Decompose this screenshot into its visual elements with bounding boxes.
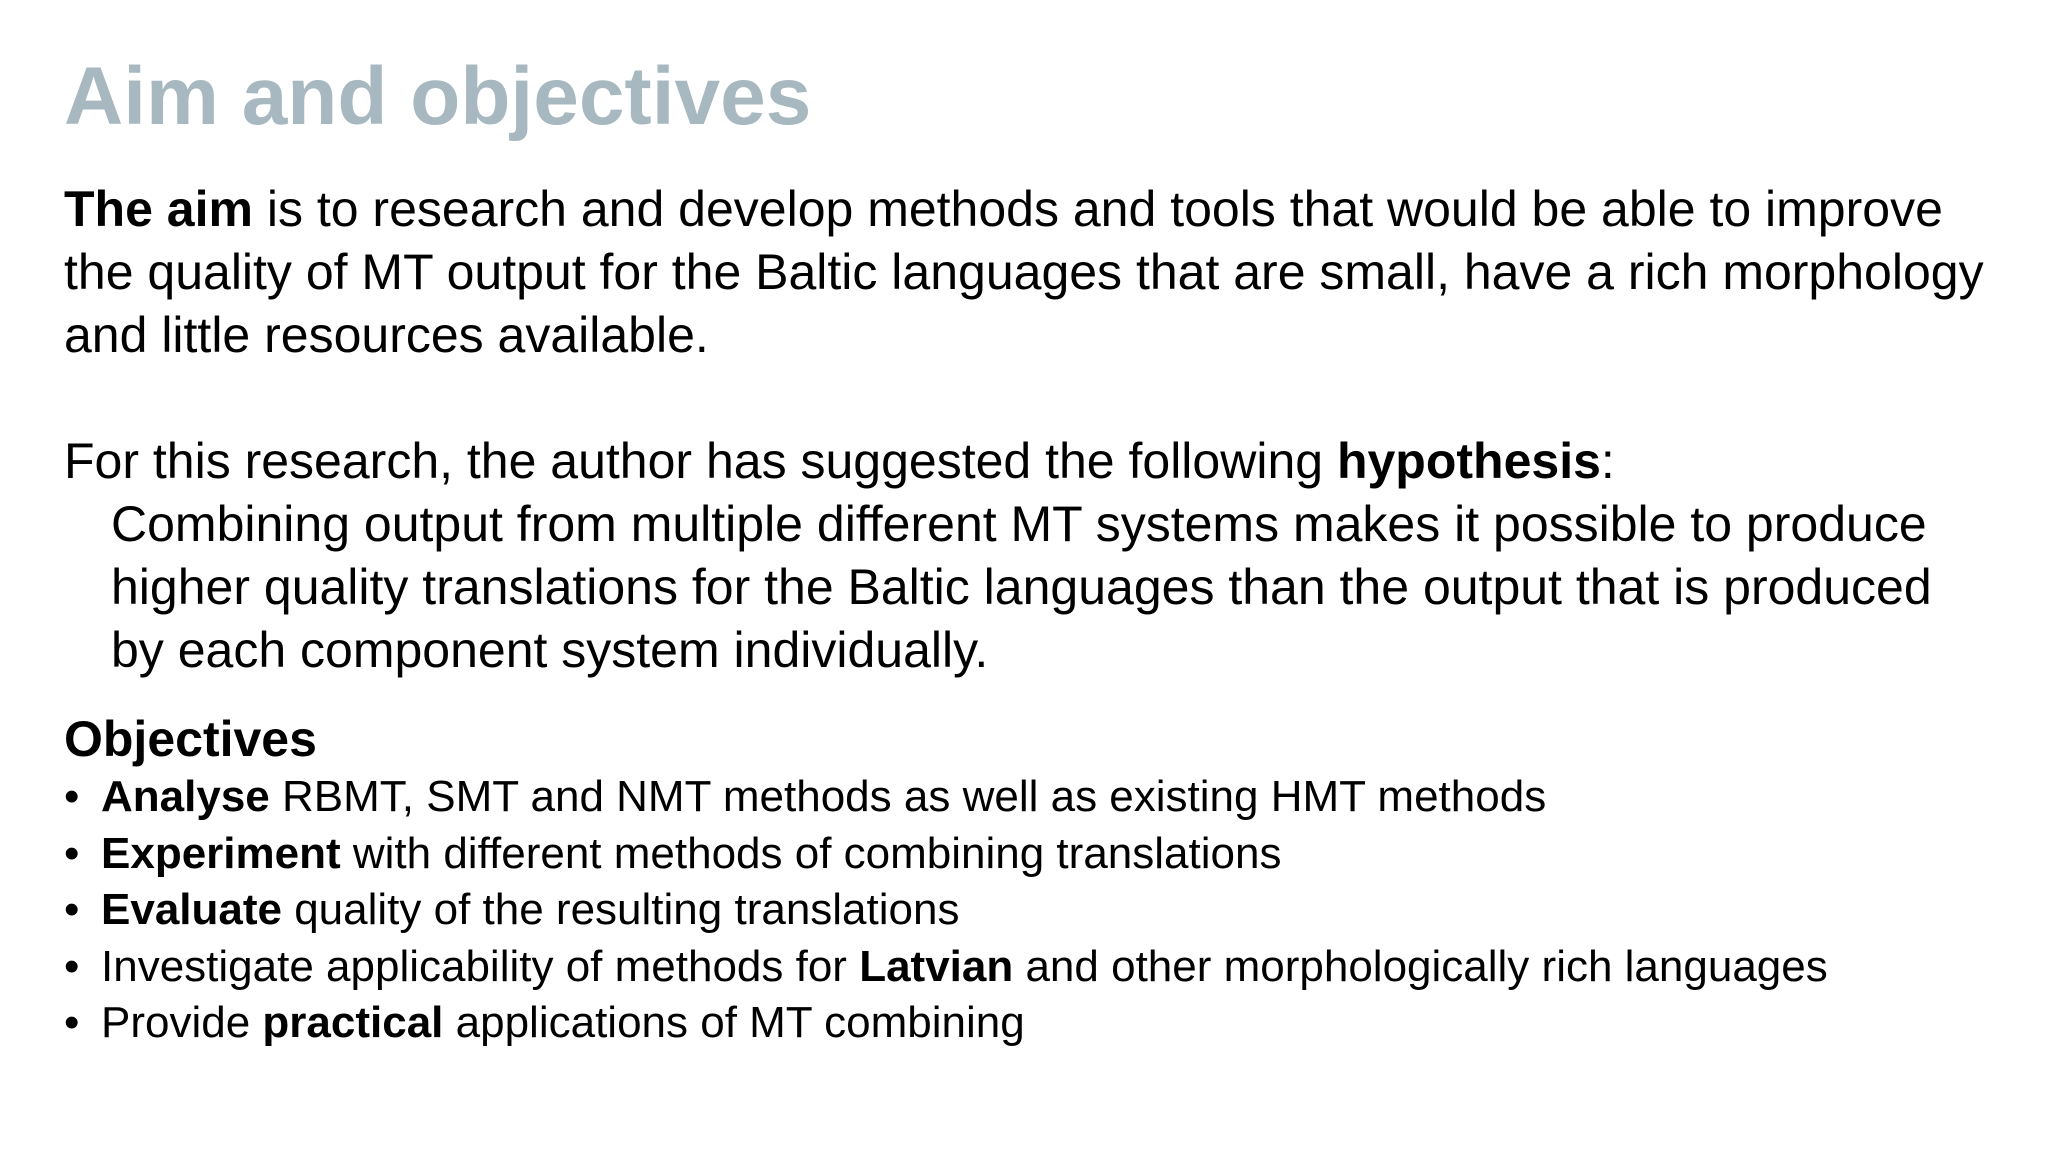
hypothesis-colon: : xyxy=(1600,433,1615,489)
objective-text-before: Provide xyxy=(101,998,263,1047)
objective-keyword: Analyse xyxy=(101,772,270,821)
objective-keyword: practical xyxy=(262,998,444,1047)
objective-item-provide xyxy=(64,995,1988,1052)
objective-text-after: RBMT, SMT and NMT methods as well as existing HMT methods xyxy=(269,772,1547,821)
objectives-list xyxy=(64,769,1988,1052)
aim-paragraph xyxy=(64,178,1988,367)
objective-text-before: Investigate applicability of methods for xyxy=(101,941,860,991)
hypothesis-label: hypothesis xyxy=(1336,433,1601,489)
hypothesis-intro xyxy=(64,430,1988,493)
hypothesis-statement: Combining output from multiple different MT systems makes it possible to produce higher quality translations for the Baltic languages than the output that is produced by each component system individually. xyxy=(111,496,1932,678)
objective-item-experiment xyxy=(64,826,1988,883)
objective-keyword: Latvian xyxy=(859,941,1014,991)
hypothesis-intro-text: For this research, the author has suggested the following xyxy=(64,433,1337,489)
bullet-icon: • xyxy=(64,941,80,991)
objective-keyword: Evaluate xyxy=(101,885,282,934)
aim-text: is to research and develop methods and tools that would be able to improve the quality of MT output for the Baltic languages that are small, have a rich morphology and little resources available. xyxy=(64,181,1984,363)
objective-item-investigate xyxy=(64,939,1988,996)
bullet-icon: • xyxy=(64,998,80,1047)
bullet-icon: • xyxy=(64,885,80,934)
objective-item-evaluate xyxy=(64,882,1988,939)
objective-item-analyse xyxy=(64,769,1988,826)
objective-keyword: Experiment xyxy=(101,828,341,878)
objective-text-after: with different methods of combining translations xyxy=(340,828,1282,878)
bullet-icon: • xyxy=(64,772,80,821)
aim-label: The aim xyxy=(64,181,253,237)
objective-text-after: and other morphologically rich languages xyxy=(1013,941,1828,991)
slide-title: Aim and objectives xyxy=(64,51,812,142)
bullet-icon: • xyxy=(64,828,80,878)
objective-text-after: quality of the resulting translations xyxy=(281,885,960,934)
objective-text-after: applications of MT combining xyxy=(443,998,1025,1047)
objectives-heading: Objectives xyxy=(64,711,317,767)
